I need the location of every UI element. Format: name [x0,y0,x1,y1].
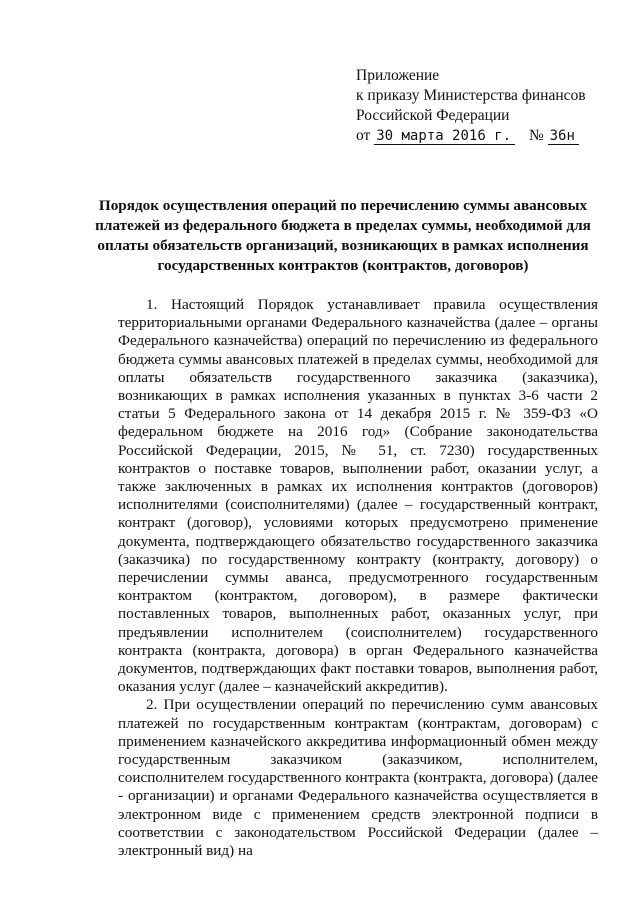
appendix-order-line: к приказу Министерства финансов [356,87,586,104]
handwritten-date: 30 марта 2016 г. [374,128,515,145]
paragraph-2: 2. При осуществлении операций по перечислению сумм авансовых платежей по государственным контрактам (контрактам, договорам) с применением казначейского аккредитива информационный обмен между государственным заказчиком (заказчиком, исполнителем, соисполнителем государственного контракта (контракта, договора) (далее - организации) и органами Федерального казначейства осуществляется в электронном виде с применением средств электронной подписи в соответствии с законодательством Российской Федерации (далее – электронный вид) на [118,696,598,860]
appendix-header [356,66,616,146]
appendix-label: Приложение [356,67,440,84]
appendix-date-line [356,126,616,146]
document-body [118,296,598,860]
number-label: № [528,127,544,144]
appendix-country-line: Российской Федерации [356,107,510,124]
document-title: Порядок осуществления операций по перечислению суммы авансовых платежей из федерального бюджета в пределах суммы, необходимой для оплаты обязательств организаций, возникающих в рамках исполнения государственных контрактов (контрактов, договоров) [95,197,591,274]
date-prefix: от [356,127,371,144]
handwritten-number: 36н [548,128,579,145]
paragraph-1: 1. Настоящий Порядок устанавливает правила осуществления территориальными органами Федерального казначейства (далее – органы Федерального казначейства) операций по перечислению из федерального бюджета суммы авансовых платежей в пределах суммы, необходимой для оплаты обязательств государственного заказчика (заказчика), возникающих в рамках исполнения указанных в пунктах 3-6 части 2 статьи 5 Федерального закона от 14 декабря 2015 г. № 359-ФЗ «О федеральном бюджете на 2016 год» (Собрание законодательства Российской Федерации, 2015, № 51, ст. 7230) государственных контрактов о поставке товаров, выполнении работ, оказании услуг, а также заключенных в рамках их исполнения контрактов (договоров) исполнителями (соисполнителями) (далее – государственный контракт, контракт (договор), условиями которых предусмотрено применение документа, подтверждающего обязательство государственного заказчика (заказчика) по государственному контракту (контракту, договору) о перечислении суммы аванса, предусмотренного государственным контрактом (контрактом, договором), в размере фактически поставленных товаров, выполненных работ, оказанных услуг, при предъявлении исполнителем (соисполнителем) государственного контракта (контракта, договора) в орган Федерального казначейства документов, подтверждающих факт поставки товаров, выполнения работ, оказания услуг (далее – казначейский аккредитив). [118,296,598,696]
